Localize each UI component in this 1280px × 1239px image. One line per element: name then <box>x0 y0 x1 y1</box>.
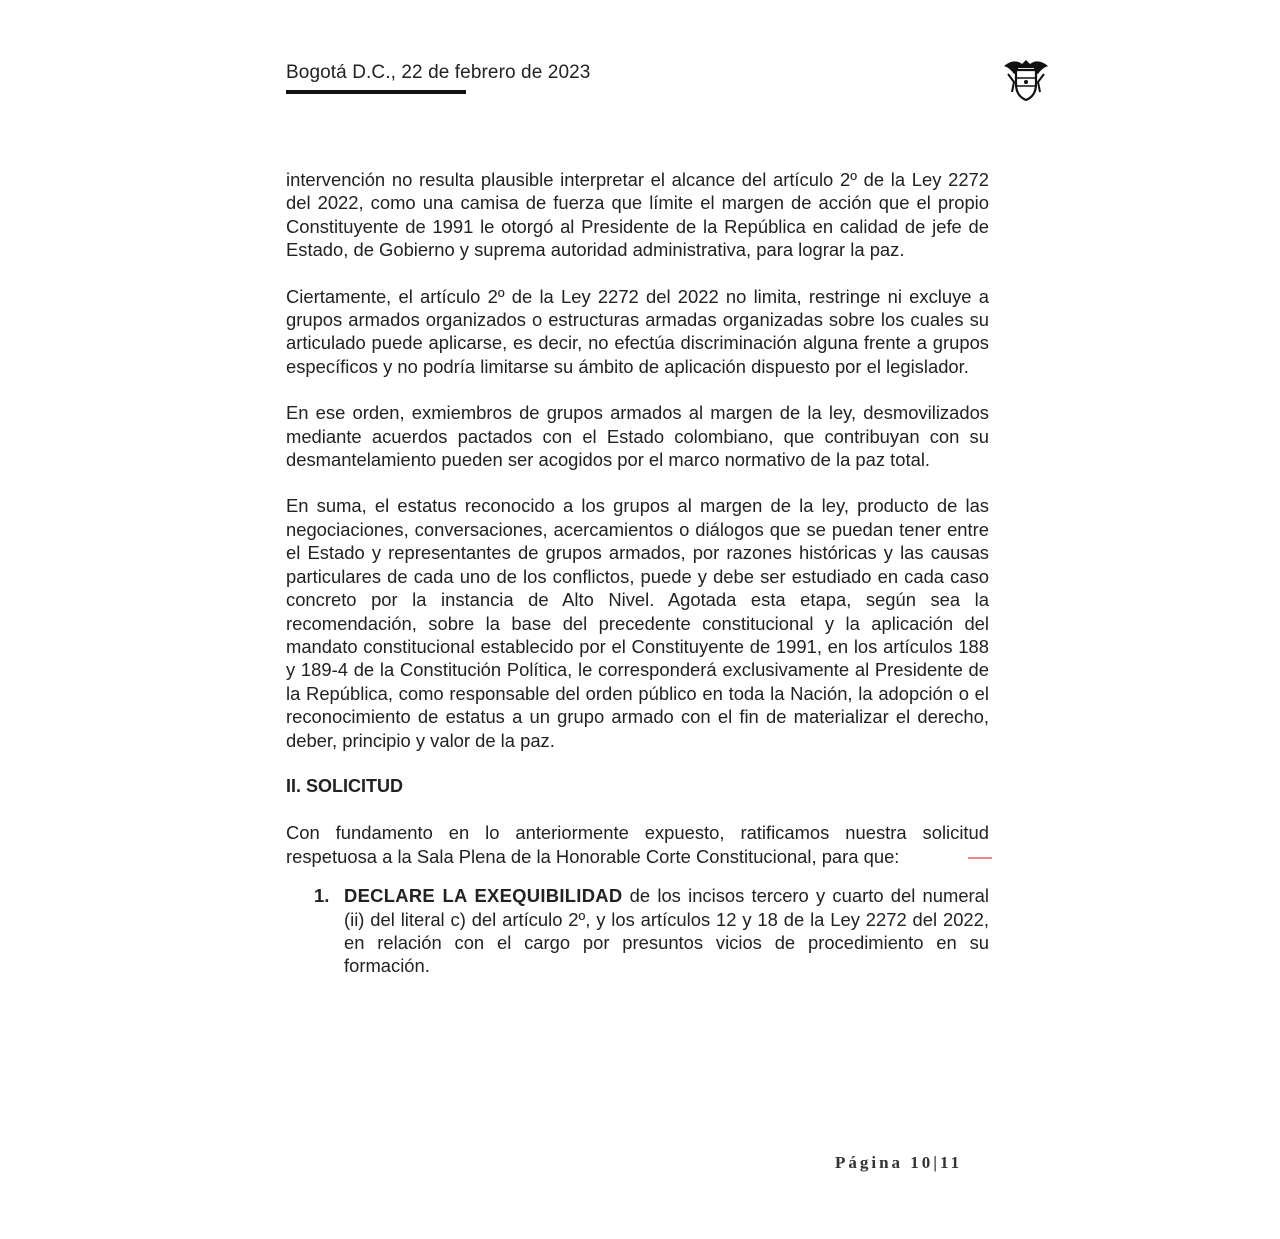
paragraph: En suma, el estatus reconocido a los grupos al margen de la ley, producto de las negociaciones, conversaciones, acercamientos o diálogos que se puedan tener entre el Estado y representantes de grupos armados, por razones históricas y las causas particulares de cada uno de los conflictos, puede y debe ser estudiado en cada caso concreto por la instancia de Alto Nivel. Agotada esta etapa, según sea la recomendación, sobre la base del precedente constitucional y la aplicación del mandato constitucional establecido por el Constituyente de 1991, en los artículos 188 y 189-4 de la Constitución Política, le corresponderá exclusivamente al Presidente de la República, como responsable del orden público en toda la Nación, la adopción o el reconocimiento de estatus a un grupo armado con el fin de materializar el derecho, deber, principio y valor de la paz. <box>286 495 989 751</box>
date-underline <box>286 90 466 94</box>
item-body-text: de los incisos tercero y cuarto del numeral (ii) del literal c) del artículo 2º, y los artículos 12 y 18 de la Ley 2272 del 2022, en relación con el cargo por presuntos vicios de procedimiento en su formación. <box>344 885 989 977</box>
paragraph: intervención no resulta plausible interpretar el alcance del artículo 2º de la Ley 2272 del 2022, como una camisa de fuerza que límite el margen de acción que el propio Constituyente de 1991 le otorgó al Presidente de la República en calidad de jefe de Estado, de Gobierno y suprema autoridad administrativa, para lograr la paz. <box>286 169 989 261</box>
document-body <box>286 168 989 978</box>
request-item <box>286 884 989 978</box>
paragraph: Ciertamente, el artículo 2º de la Ley 2272 del 2022 no limita, restringe ni excluye a grupos armados organizados o estructuras armadas organizadas sobre los cuales su articulado puede aplicarse, es decir, no efectúa discriminación alguna frente a grupos específicos y no podría limitarse su ámbito de aplicación dispuesto por el legislador. <box>286 285 989 377</box>
section-intro: Con fundamento en lo anteriormente expuesto, ratificamos nuestra solicitud respetuosa a la Sala Plena de la Honorable Corte Constitucional, para que: <box>286 822 989 867</box>
page-number: Página 10|11 <box>835 1153 963 1172</box>
section-heading: II. SOLICITUD <box>286 775 403 796</box>
paragraph: En ese orden, exmiembros de grupos armados al margen de la ley, desmovilizados mediante acuerdos pactados con el Estado colombiano, que contribuyan con su desmantelamiento pueden ser acogidos por el marco normativo de la paz total. <box>286 402 989 471</box>
annotation-mark <box>968 857 992 859</box>
item-bold-text: DECLARE LA EXEQUIBILIDAD <box>344 885 623 907</box>
colombia-coat-of-arms-icon <box>1000 52 1052 104</box>
item-text <box>344 884 989 978</box>
document-date: Bogotá D.C., 22 de febrero de 2023 <box>286 62 591 83</box>
item-number: 1. <box>314 885 330 907</box>
